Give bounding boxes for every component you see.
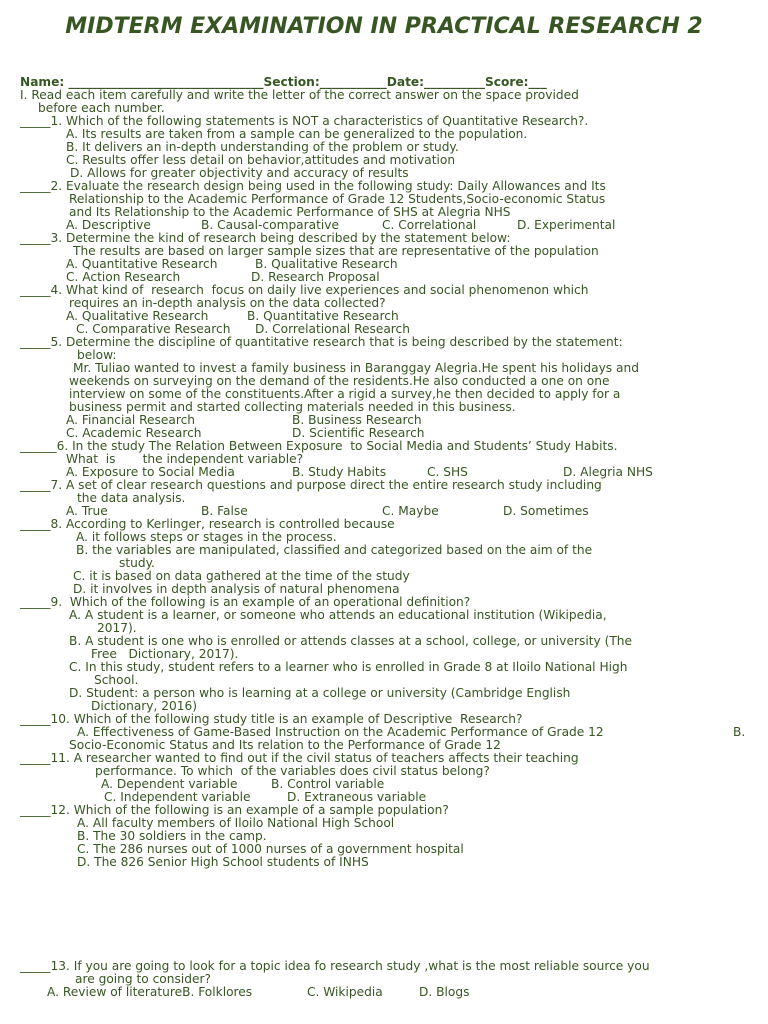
question-5-stem: _____5. Determine the discipline of quantitative research that is being described by the statement: xyxy=(20,335,623,349)
question-8-option-c: C. it is based on data gathered at the time of the study xyxy=(73,569,410,583)
question-8-option-b: B. the variables are manipulated, classified and categorized based on the aim of the xyxy=(76,543,593,557)
question-8-stem: _____8. According to Kerlinger, research is controlled because xyxy=(20,517,395,531)
question-1-option-d: D. Allows for greater objectivity and accuracy of results xyxy=(70,166,409,180)
question-7-stem-cont: the data analysis. xyxy=(77,491,186,505)
question-5-statement: weekends on surveying on the demand of the residents.He also conducted a one on one xyxy=(69,374,610,388)
question-4-stem-cont: requires an in-depth analysis on the data collected? xyxy=(69,296,386,310)
question-9-option-d: D. Student: a person who is learning at a college or university (Cambridge English xyxy=(69,686,571,700)
question-12-option-d: D. The 826 Senior High School students of INHS xyxy=(77,855,369,869)
question-4-stem: _____4. What kind of research focus on daily live experiences and social phenomenon which xyxy=(20,283,589,297)
question-2-option-b: B. Causal-comparative xyxy=(201,218,340,232)
question-2-option-a: A. Descriptive xyxy=(66,218,151,232)
question-2-stem-cont: Relationship to the Academic Performance of Grade 12 Students,Socio-economic Status xyxy=(69,192,606,206)
question-5-statement: Mr. Tuliao wanted to invest a family business in Baranggay Alegria.He spent his holidays and xyxy=(73,361,639,375)
question-4-option-c: C. Comparative Research xyxy=(76,322,231,336)
question-7-stem: _____7. A set of clear research questions and purpose direct the entire research study including xyxy=(20,478,602,492)
question-3-stem: _____3. Determine the kind of research being described by the statement below: xyxy=(20,231,511,245)
question-5-option-b: B. Business Research xyxy=(292,413,422,427)
question-10-option-b: Socio-Economic Status and Its relation to the Performance of Grade 12 xyxy=(69,738,501,752)
question-9-stem: _____9. Which of the following is an example of an operational definition? xyxy=(20,595,471,609)
question-6-option-b: B. Study Habits xyxy=(292,465,387,479)
question-13-stem-cont: are going to consider? xyxy=(75,972,211,986)
question-9-option-d-cont: Dictionary, 2016) xyxy=(91,699,198,713)
question-11-stem: _____11. A researcher wanted to find out if the civil status of teachers affects their teaching xyxy=(20,751,579,765)
question-11-option-d: D. Extraneous variable xyxy=(287,790,427,804)
question-12-option-c: C. The 286 nurses out of 1000 nurses of a government hospital xyxy=(77,842,464,856)
question-3-option-c: C. Action Research xyxy=(66,270,181,284)
question-5-statement: business permit and started collecting materials needed in this business. xyxy=(69,400,516,414)
question-6-option-d: D. Alegria NHS xyxy=(563,465,653,479)
question-13-option-d: D. Blogs xyxy=(419,985,470,999)
instructions-line-2: before each number. xyxy=(38,101,165,115)
question-3-option-a: A. Quantitative Research xyxy=(66,257,218,271)
question-6-stem-cont: What is the independent variable? xyxy=(66,452,304,466)
question-9-option-b-cont: Free Dictionary, 2017). xyxy=(91,647,239,661)
question-5-option-d: D. Scientific Research xyxy=(292,426,425,440)
question-8-option-d: D. it involves in depth analysis of natural phenomena xyxy=(73,582,400,596)
question-3-option-b: B. Qualitative Research xyxy=(255,257,398,271)
question-7-option-b: B. False xyxy=(201,504,248,518)
question-4-option-d: D. Correlational Research xyxy=(255,322,410,336)
question-6-stem: ______6. In the study The Relation Between Exposure to Social Media and Students’ Study Habits. xyxy=(20,439,618,453)
question-13-option-c: C. Wikipedia xyxy=(307,985,383,999)
question-1-option-a: A. Its results are taken from a sample can be generalized to the population. xyxy=(66,127,528,141)
question-12-option-a: A. All faculty members of Iloilo National High School xyxy=(77,816,395,830)
question-11-option-b: B. Control variable xyxy=(271,777,385,791)
question-5-option-a: A. Financial Research xyxy=(66,413,196,427)
question-9-option-a-cont: 2017). xyxy=(97,621,137,635)
question-7-option-d: D. Sometimes xyxy=(503,504,589,518)
question-6-option-c: C. SHS xyxy=(427,465,468,479)
instructions-line-1: I. Read each item carefully and write the letter of the correct answer on the space provided xyxy=(20,88,579,102)
question-7-option-c: C. Maybe xyxy=(382,504,439,518)
question-2-option-c: C. Correlational xyxy=(382,218,477,232)
question-8-option-a: A. it follows steps or stages in the process. xyxy=(76,530,337,544)
question-10-option-b-letter: B. xyxy=(733,725,746,739)
question-4-option-b: B. Quantitative Research xyxy=(247,309,399,323)
question-12-stem: _____12. Which of the following is an example of a sample population? xyxy=(20,803,449,817)
question-3-option-d: D. Research Proposal xyxy=(251,270,380,284)
question-1-option-c: C. Results offer less detail on behavior,attitudes and motivation xyxy=(66,153,456,167)
question-1-stem: _____1. Which of the following statements is NOT a characteristics of Quantitative Research?. xyxy=(20,114,589,128)
question-2-stem-cont: and Its Relationship to the Academic Performance of SHS at Alegria NHS xyxy=(69,205,511,219)
question-1-option-b: B. It delivers an in-depth understanding of the problem or study. xyxy=(66,140,459,154)
student-info-line: Name: ________________________________Section:___________Date:__________Score:___ xyxy=(20,75,547,89)
question-11-stem-cont: performance. To which of the variables does civil status belong? xyxy=(95,764,490,778)
question-9-option-c: C. In this study, student refers to a learner who is enrolled in Grade 8 at Iloilo National High xyxy=(69,660,628,674)
question-4-option-a: A. Qualitative Research xyxy=(66,309,209,323)
question-10-option-a: A. Effectiveness of Game-Based Instruction on the Academic Performance of Grade 12 xyxy=(77,725,604,739)
question-12-option-b: B. The 30 soldiers in the camp. xyxy=(77,829,267,843)
question-13-option-a-b: A. Review of literatureB. Folklores xyxy=(47,985,253,999)
question-2-option-d: D. Experimental xyxy=(517,218,616,232)
question-2-stem: _____2. Evaluate the research design being used in the following study: Daily Allowances and Its xyxy=(20,179,606,193)
question-5-statement: interview on some of the constituents.After a rigid a survey,he then decided to apply for a xyxy=(69,387,621,401)
question-9-option-c-cont: School. xyxy=(94,673,139,687)
question-10-stem: _____10. Which of the following study title is an example of Descriptive Research? xyxy=(20,712,523,726)
question-8-option-b-cont: study. xyxy=(119,556,155,570)
question-11-option-c: C. Independent variable xyxy=(104,790,251,804)
question-5-stem-cont: below: xyxy=(77,348,117,362)
question-5-option-c: C. Academic Research xyxy=(66,426,202,440)
question-13-stem: _____13. If you are going to look for a topic idea fo research study ,what is the most reliable source you xyxy=(20,959,650,973)
exam-title: MIDTERM EXAMINATION IN PRACTICAL RESEARCH 2 xyxy=(65,14,703,39)
question-7-option-a: A. True xyxy=(66,504,108,518)
question-3-statement: The results are based on larger sample sizes that are representative of the population xyxy=(73,244,599,258)
question-9-option-b: B. A student is one who is enrolled or attends classes at a school, college, or university (The xyxy=(69,634,633,648)
question-11-option-a: A. Dependent variable xyxy=(101,777,238,791)
question-6-option-a: A. Exposure to Social Media xyxy=(66,465,235,479)
question-9-option-a: A. A student is a learner, or someone who attends an educational institution (Wikipedia, xyxy=(69,608,607,622)
